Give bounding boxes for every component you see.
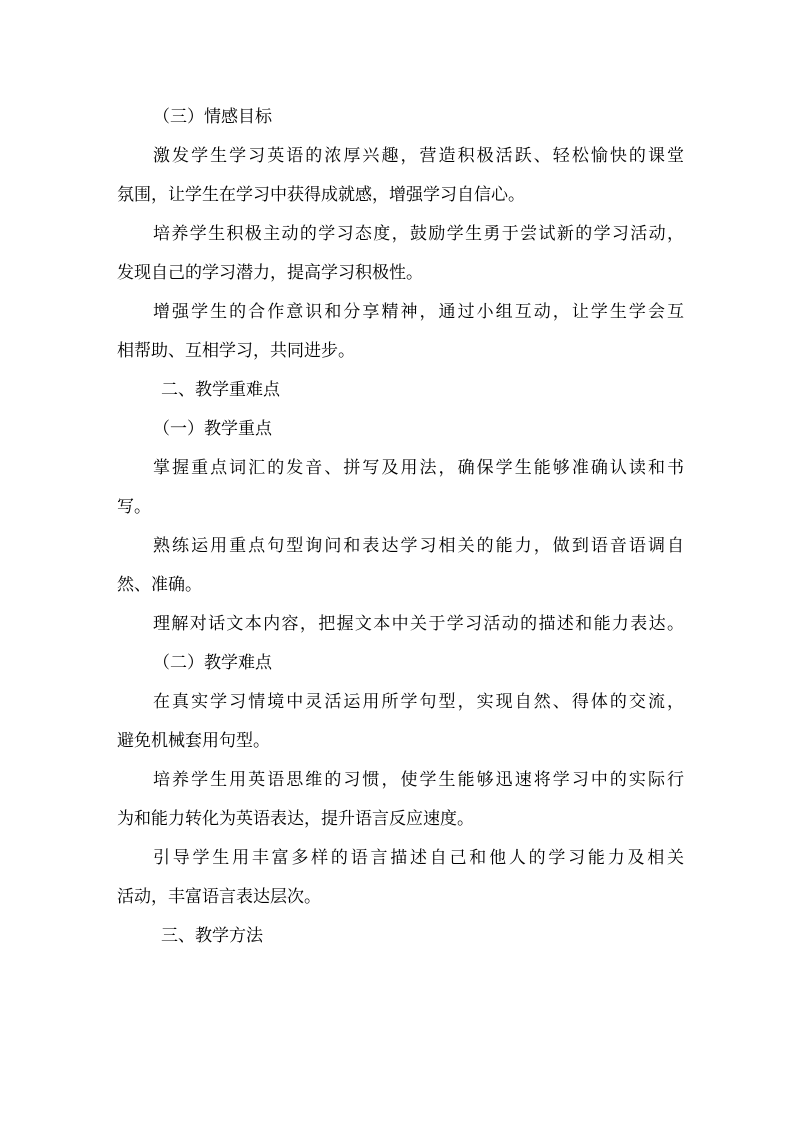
paragraph-line: 为和能力转化为英语表达，提升语言反应速度。 — [117, 809, 474, 829]
paragraph-line: 活动，丰富语言表达层次。 — [117, 887, 321, 907]
paragraph-line: 写。 — [117, 497, 151, 517]
paragraph-line: 然、准确。 — [117, 575, 202, 595]
section-heading-key-points: （一）教学重点 — [153, 419, 272, 439]
section-heading-difficult-points: （二）教学难点 — [153, 653, 272, 673]
section-heading-affective-goals: （三）情感目标 — [153, 107, 272, 127]
document-body — [117, 98, 684, 956]
paragraph-line: 氛围，让学生在学习中获得成就感，增强学习自信心。 — [117, 185, 525, 205]
paragraph-line: 发现自己的学习潜力，提高学习积极性。 — [117, 263, 423, 283]
paragraph-line: 相帮助、互相学习，共同进步。 — [117, 341, 355, 361]
paragraph-line: 理解对话文本内容，把握文本中关于学习活动的描述和能力表达。 — [153, 614, 684, 634]
paragraph-line: 掌握重点词汇的发音、拼写及用法，确保学生能够准确认读和书 — [153, 458, 684, 478]
paragraph-line: 引导学生用丰富多样的语言描述自己和他人的学习能力及相关 — [153, 848, 684, 868]
paragraph-line: 避免机械套用句型。 — [117, 731, 270, 751]
paragraph-line: 熟练运用重点句型询问和表达学习相关的能力，做到语音语调自 — [153, 536, 684, 556]
section-heading-teaching-methods: 三、教学方法 — [161, 926, 263, 946]
paragraph-line: 培养学生用英语思维的习惯，使学生能够迅速将学习中的实际行 — [153, 770, 684, 790]
paragraph-line: 增强学生的合作意识和分享精神，通过小组互动，让学生学会互 — [153, 302, 684, 322]
section-heading-key-difficult-points: 二、教学重难点 — [161, 380, 280, 400]
paragraph-line: 培养学生积极主动的学习态度，鼓励学生勇于尝试新的学习活动， — [153, 224, 684, 244]
paragraph-line: 激发学生学习英语的浓厚兴趣，营造积极活跃、轻松愉快的课堂 — [153, 146, 684, 166]
paragraph-line: 在真实学习情境中灵活运用所学句型，实现自然、得体的交流， — [153, 692, 684, 712]
